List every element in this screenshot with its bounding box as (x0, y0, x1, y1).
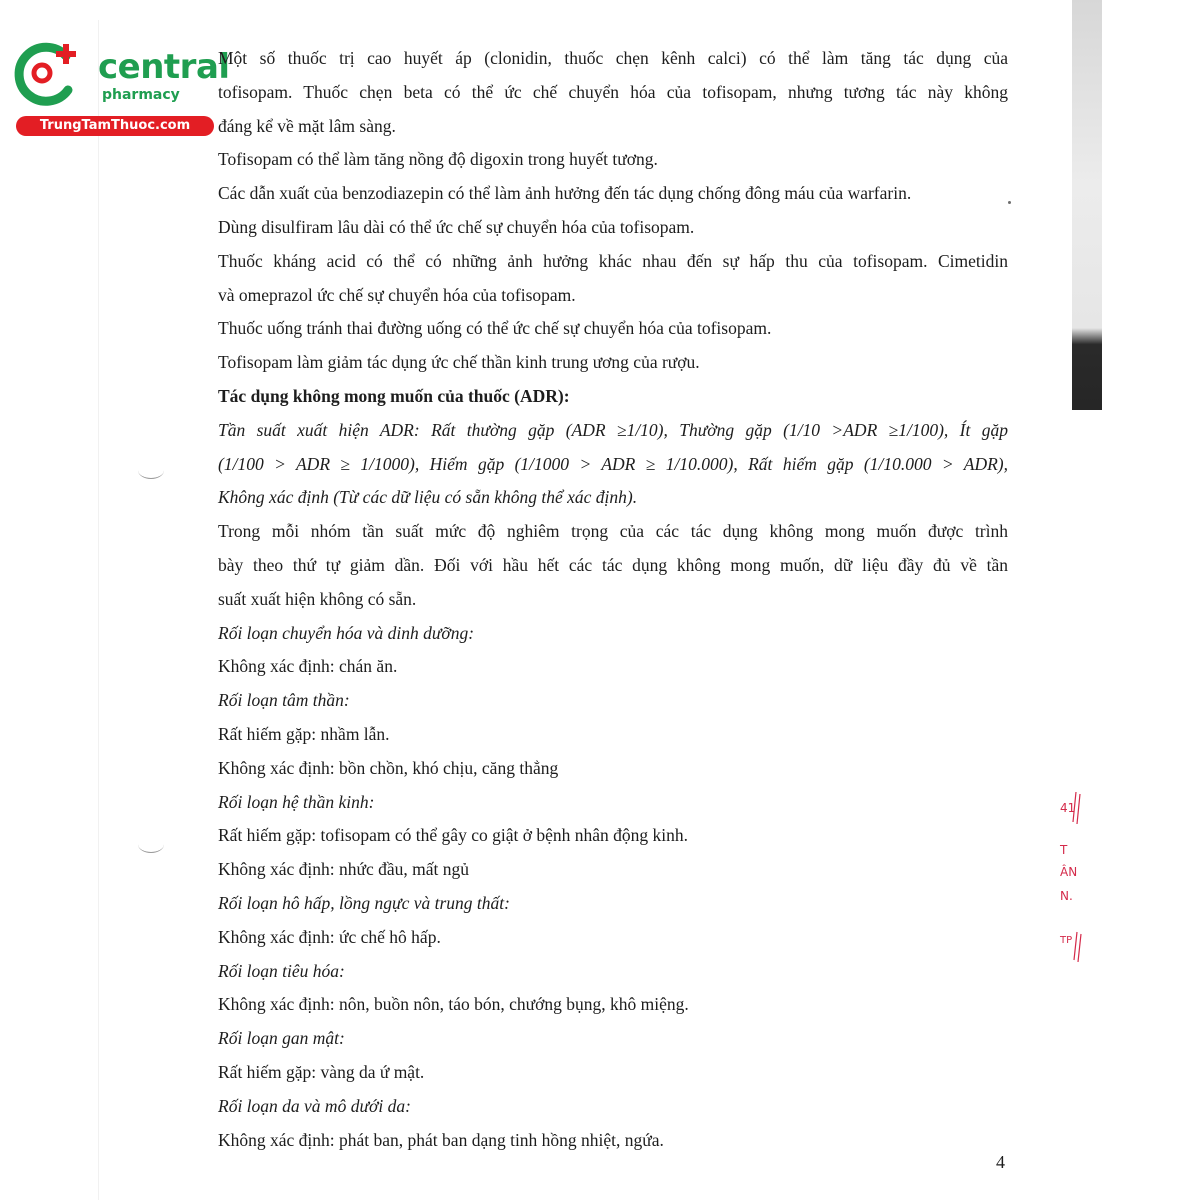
subsection-line: Rối loạn hệ thần kinh: (218, 791, 375, 812)
stamp-text: 41 (1060, 801, 1076, 815)
document-body (218, 42, 1008, 1157)
text-line: Các dẫn xuất của benzodiazepin có thể làm ảnh hưởng đến tác dụng chống đông máu của warfarin. (218, 183, 912, 204)
text-line: Không xác định: ức chế hô hấp. (218, 926, 441, 947)
text-line: Rất hiếm gặp: nhầm lẫn. (218, 723, 390, 744)
brand-name: central (98, 47, 230, 87)
stamp-text: N. (1060, 889, 1073, 903)
text-line: Rất hiếm gặp: tofisopam có thể gây co giật ở bệnh nhân động kinh. (218, 825, 688, 846)
subsection-line: Rối loạn hô hấp, lồng ngực và trung thất: (218, 892, 510, 913)
text-line: Thuốc kháng acid có thể có những ảnh hưởng khác nhau đến sự hấp thu của tofisopam. Cimetidin (218, 250, 1008, 271)
text-line: Rất hiếm gặp: vàng da ứ mật. (218, 1061, 425, 1082)
text-line: tofisopam. Thuốc chẹn beta có thể ức chế chuyển hóa của tofisopam, nhưng tương tác này không (218, 81, 1008, 102)
subsection-line: Tần suất xuất hiện ADR: Rất thường gặp (ADR ≥1/10), Thường gặp (1/10 >ADR ≥1/100), Ít gặp (218, 419, 1008, 440)
text-line: Thuốc uống tránh thai đường uống có thể ức chế sự chuyển hóa của tofisopam. (218, 318, 772, 339)
subsection-line: Rối loạn tâm thần: (218, 690, 350, 711)
text-line: Dùng disulfiram lâu dài có thể ức chế sự chuyển hóa của tofisopam. (218, 216, 695, 237)
punch-hole-mark (138, 836, 164, 853)
text-line: Không xác định: nôn, buồn nôn, táo bón, chướng bụng, khô miệng. (218, 994, 689, 1015)
brand-url-badge: TrungTamThuoc.com (16, 116, 214, 136)
page-fold-line (98, 20, 99, 1200)
brand-sub: pharmacy (102, 87, 180, 103)
text-line: và omeprazol ức chế sự chuyển hóa của tofisopam. (218, 284, 576, 305)
text-line: đáng kể về mặt lâm sàng. (218, 115, 396, 136)
text-line: Không xác định: bồn chồn, khó chịu, căng thẳng (218, 757, 559, 778)
stamp-text: ÂN (1060, 865, 1078, 879)
subsection-line: (1/100 > ADR ≥ 1/1000), Hiếm gặp (1/1000 > ADR ≥ 1/10.000), Rất hiếm gặp (1/10.000 > ADR), (218, 453, 1008, 474)
subsection-line: Rối loạn gan mật: (218, 1028, 345, 1049)
subsection-line: Rối loạn da và mô dưới da: (218, 1095, 411, 1116)
text-line: Trong mỗi nhóm tần suất mức độ nghiêm trọng của các tác dụng không mong muốn được trình (218, 521, 1008, 542)
text-line: Không xác định: phát ban, phát ban dạng tinh hồng nhiệt, ngứa. (218, 1129, 664, 1150)
pharmacy-c-cross-icon (10, 38, 90, 108)
text-line: Không xác định: nhức đầu, mất ngủ (218, 859, 470, 880)
section-heading: Tác dụng không mong muốn của thuốc (ADR): (218, 385, 570, 406)
text-line: Tofisopam làm giảm tác dụng ức chế thần kinh trung ương của rượu. (218, 352, 700, 373)
red-stamp-fragment (1056, 792, 1082, 962)
stamp-text: TP (1060, 935, 1073, 946)
subsection-line: Rối loạn chuyển hóa và dinh dưỡng: (218, 622, 475, 643)
subsection-line: Rối loạn tiêu hóa: (218, 960, 345, 981)
central-pharmacy-logo (10, 36, 230, 136)
scan-edge-shadow (1072, 0, 1102, 410)
scan-speck (1008, 201, 1011, 204)
text-line: Một số thuốc trị cao huyết áp (clonidin, thuốc chẹn kênh calci) có thể làm tăng tác dụng của (218, 48, 1008, 68)
stamp-text: T (1060, 843, 1068, 857)
text-line: suất xuất hiện không có sẵn. (218, 588, 417, 609)
text-line: Tofisopam có thể làm tăng nồng độ digoxin trong huyết tương. (218, 149, 658, 170)
punch-hole-mark (138, 462, 164, 479)
page-number: 4 (996, 1152, 1005, 1172)
text-line: Không xác định: chán ăn. (218, 656, 398, 677)
text-line: bày theo thứ tự giảm dần. Đối với hầu hết các tác dụng không mong muốn, dữ liệu đầy đủ về tần (218, 554, 1008, 575)
subsection-line: Không xác định (Từ các dữ liệu có sẵn không thể xác định). (218, 487, 638, 508)
